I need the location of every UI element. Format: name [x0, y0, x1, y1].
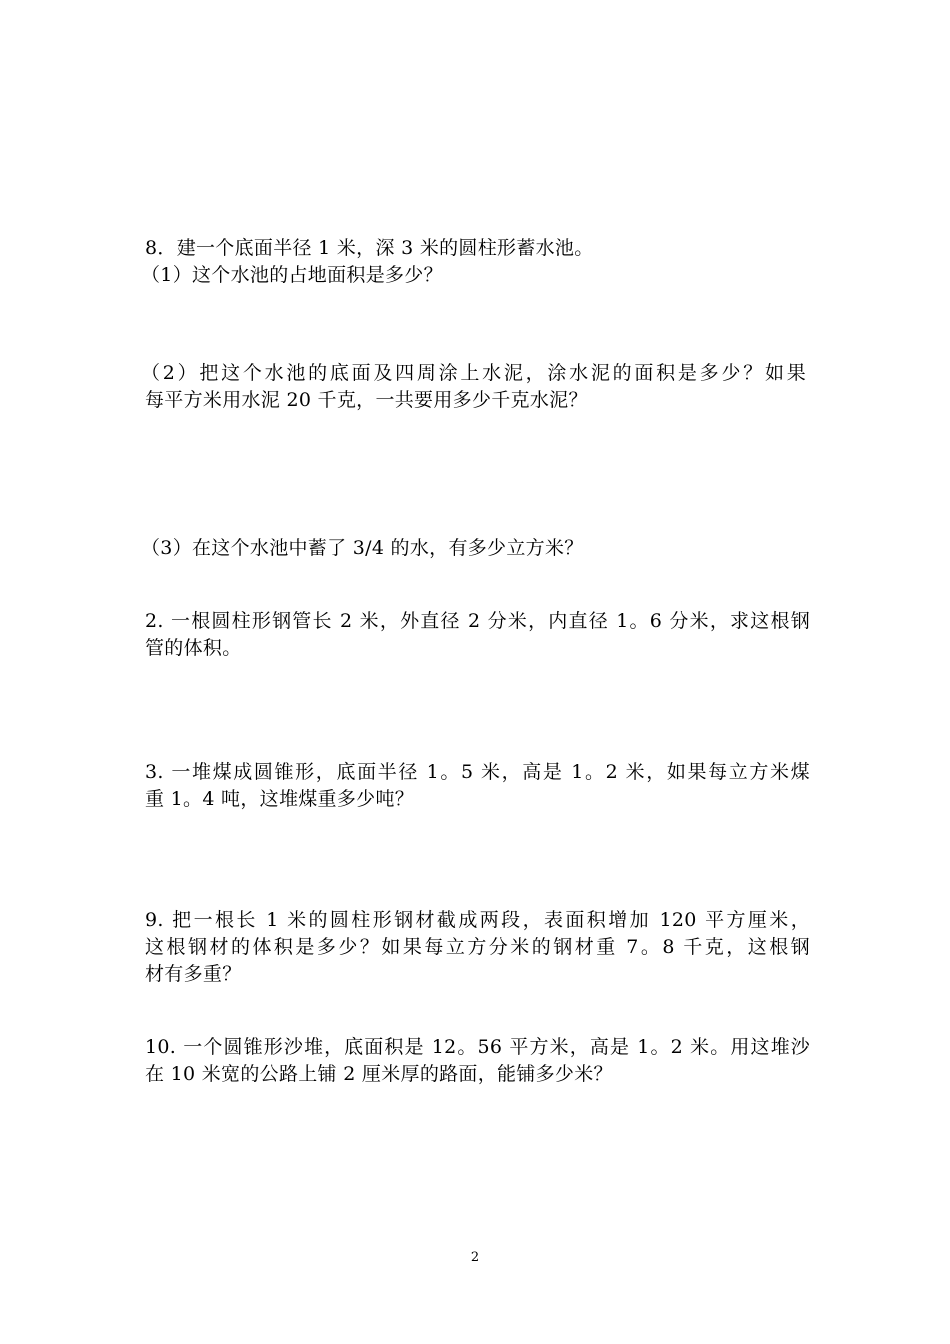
page-number: 2 — [470, 1250, 480, 1265]
question-8-title: 8．建一个底面半径 1 米，深 3 米的圆柱形蓄水池。 — [145, 237, 594, 259]
question-8-part-2-line-2: 每平方米用水泥 20 千克，一共要用多少千克水泥？ — [145, 389, 588, 411]
question-10-line-1: 10. 一个圆锥形沙堆，底面积是 12。56 平方米，高是 1。2 米。用这堆沙 — [145, 1036, 810, 1058]
question-9-line-2: 这根钢材的体积是多少？如果每立方分米的钢材重 7。8 千克，这根钢 — [145, 936, 810, 958]
question-10-line-2: 在 10 米宽的公路上铺 2 厘米厚的路面，能铺多少米？ — [145, 1063, 613, 1085]
question-8-part-2-line-1: （2）把这个水池的底面及四周涂上水泥，涂水泥的面积是多少？如果 — [141, 362, 806, 384]
question-3-line-2: 重 1。4 吨，这堆煤重多少吨？ — [145, 788, 415, 810]
question-8-part-3: （3）在这个水池中蓄了 3/4 的水，有多少立方米？ — [141, 537, 584, 559]
question-3-line-1: 3. 一堆煤成圆锥形，底面半径 1。5 米，高是 1。2 米，如果每立方米煤 — [145, 761, 810, 783]
question-8-part-1: （1）这个水池的占地面积是多少？ — [141, 264, 443, 286]
question-2-line-1: 2. 一根圆柱形钢管长 2 米，外直径 2 分米，内直径 1。6 分米，求这根钢 — [145, 610, 810, 632]
question-9-line-3: 材有多重？ — [145, 963, 242, 985]
question-2-line-2: 管的体积。 — [145, 637, 242, 659]
question-9-line-1: 9. 把一根长 1 米的圆柱形钢材截成两段，表面积增加 120 平方厘米， — [145, 909, 810, 931]
